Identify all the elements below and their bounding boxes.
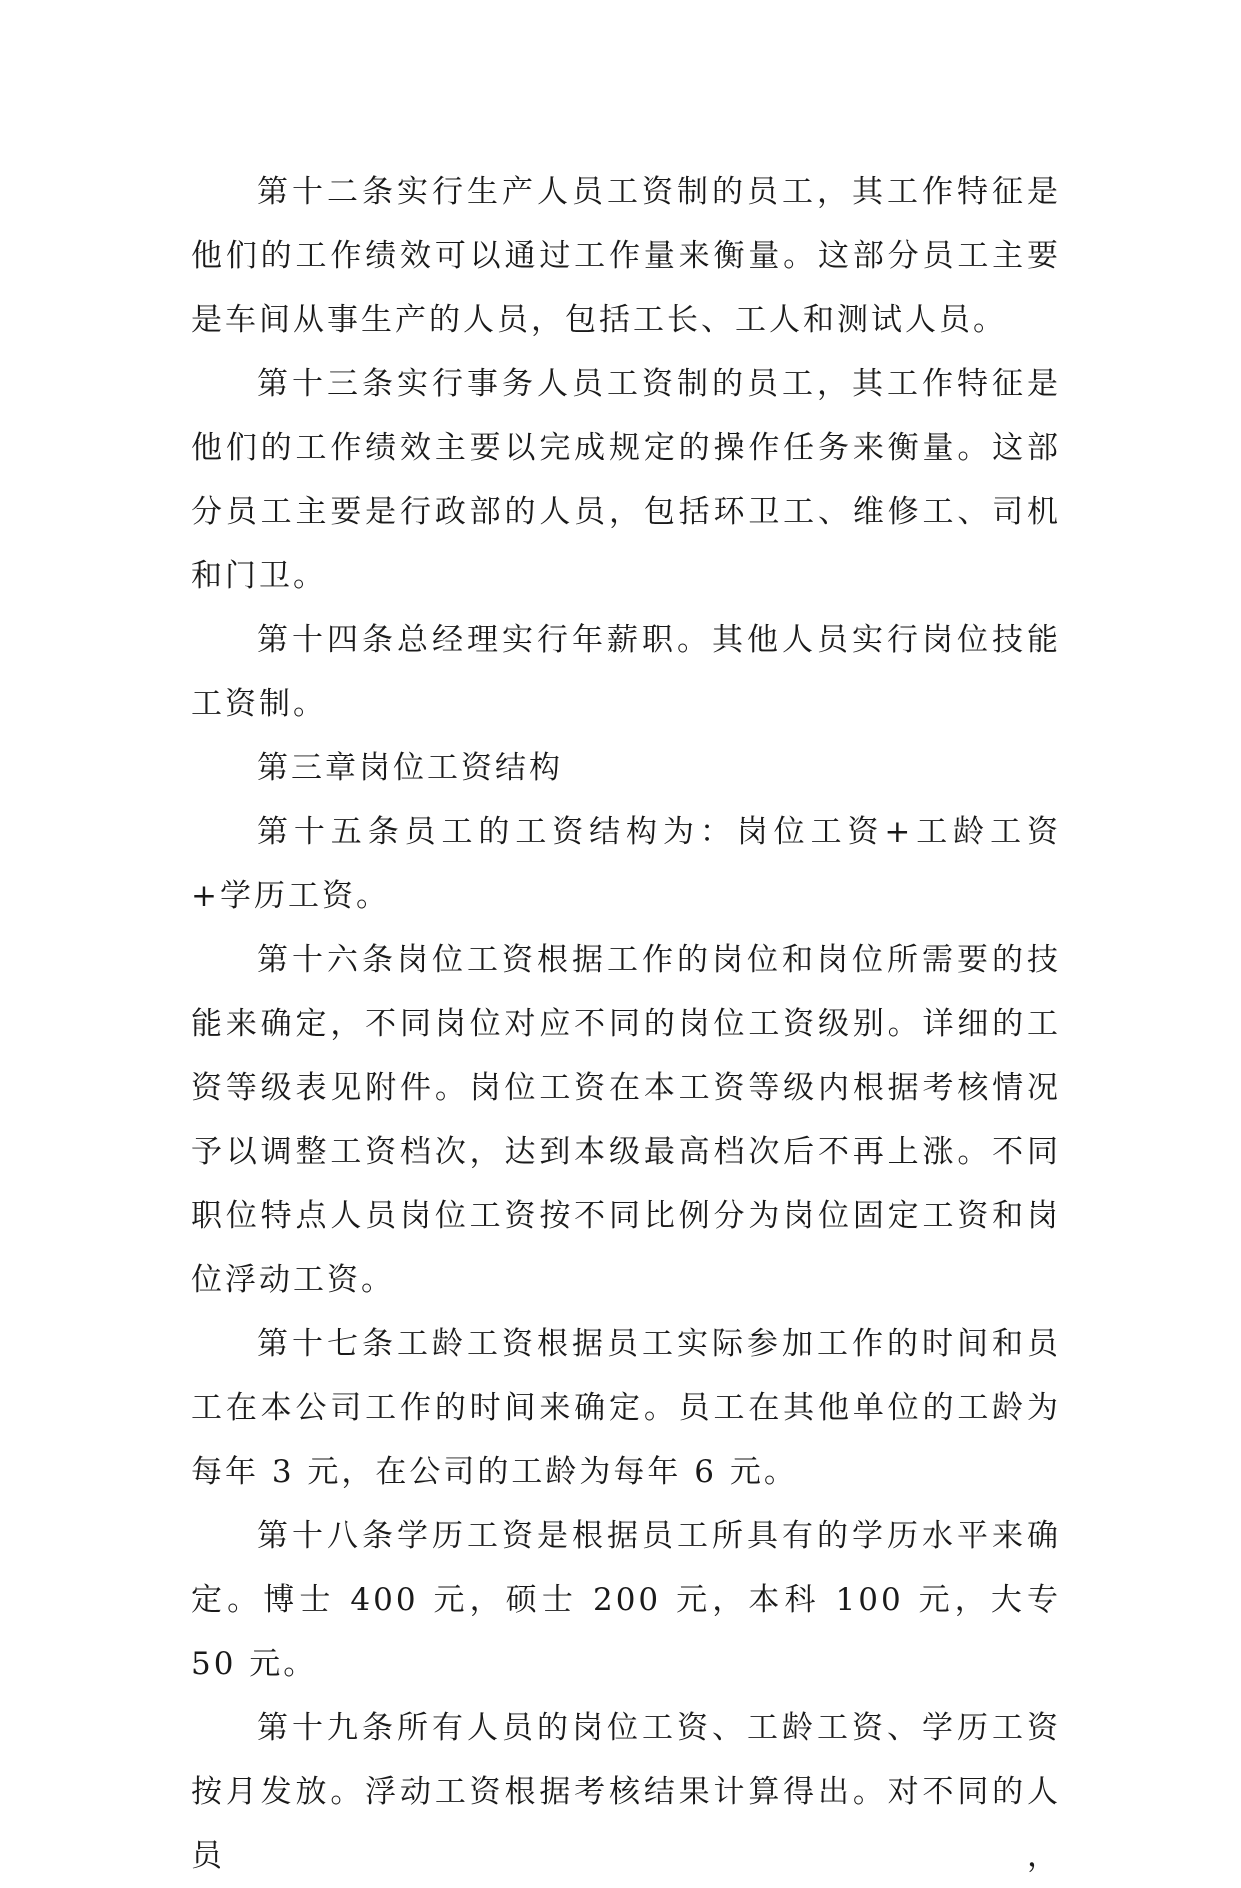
- article-14-paragraph: 第十四条总经理实行年薪职。其他人员实行岗位技能工资制。: [191, 622, 1061, 722]
- article-18-paragraph: 第十八条学历工资是根据员工所具有的学历水平来确定。博士 400 元，硕士 200 元，本科 100 元，大专 50 元。: [191, 1518, 1061, 1682]
- document-page: [191, 160, 1061, 1888]
- article-12-paragraph: 第十二条实行生产人员工资制的员工，其工作特征是他们的工作绩效可以通过工作量来衡量。这部分员工主要是车间从事生产的人员，包括工长、工人和测试人员。: [191, 174, 1061, 338]
- article-15-paragraph: 第十五条员工的工资结构为：岗位工资+工龄工资+学历工资。: [191, 814, 1061, 914]
- article-16-paragraph: 第十六条岗位工资根据工作的岗位和岗位所需要的技能来确定，不同岗位对应不同的岗位工资级别。详细的工资等级表见附件。岗位工资在本工资等级内根据考核情况予以调整工资档次，达到本级最高档次后不再上涨。不同职位特点人员岗位工资按不同比例分为岗位固定工资和岗位浮动工资。: [191, 942, 1061, 1298]
- article-17-paragraph: 第十七条工龄工资根据员工实际参加工作的时间和员工在本公司工作的时间来确定。员工在其他单位的工龄为每年 3 元，在公司的工龄为每年 6 元。: [191, 1326, 1061, 1490]
- article-13-paragraph: 第十三条实行事务人员工资制的员工，其工作特征是他们的工作绩效主要以完成规定的操作任务来衡量。这部分员工主要是行政部的人员，包括环卫工、维修工、司机和门卫。: [191, 366, 1061, 594]
- article-19-paragraph: 第十九条所有人员的岗位工资、工龄工资、学历工资按月发放。浮动工资根据考核结果计算得出。对不同的人员，: [191, 1710, 1061, 1874]
- chapter-3-heading: 第三章岗位工资结构: [257, 750, 563, 786]
